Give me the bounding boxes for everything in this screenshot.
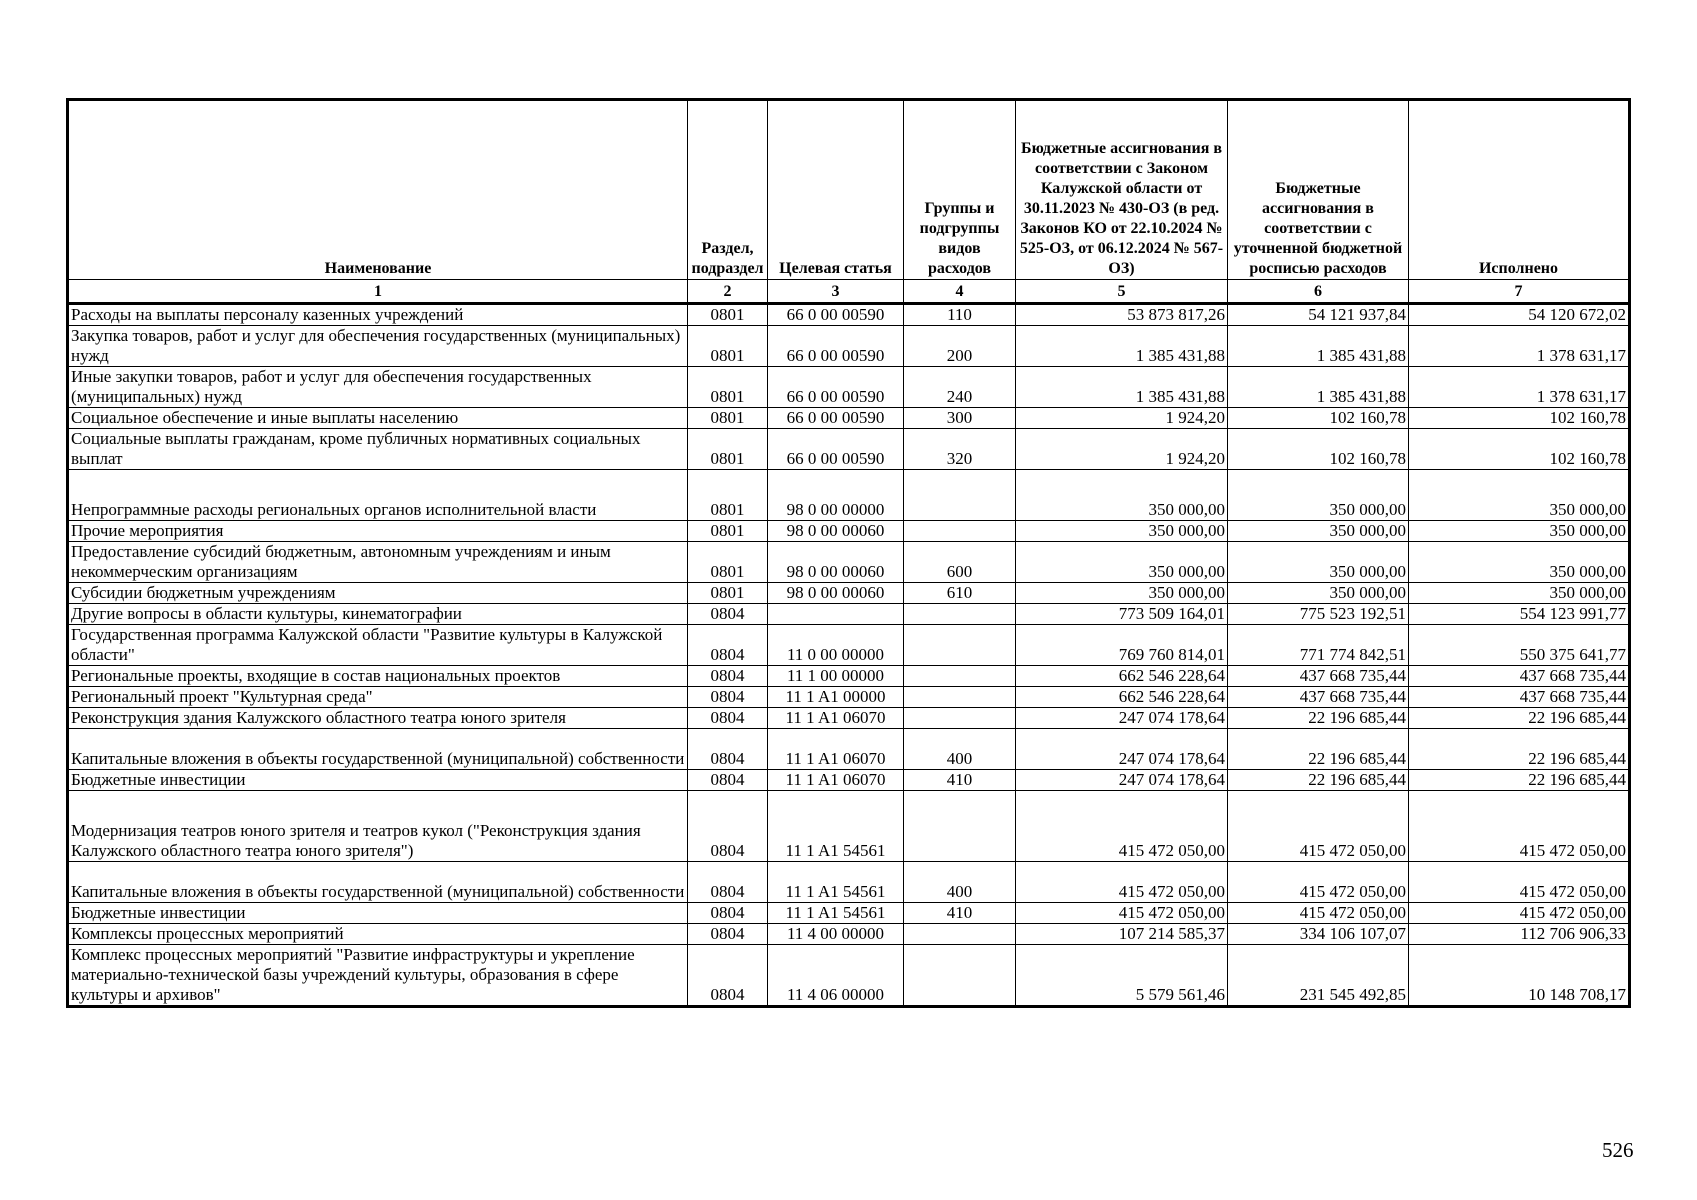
table-row [68, 729, 1630, 770]
row-group [904, 470, 1016, 521]
row-group: 320 [904, 429, 1016, 470]
header-plan-allocation: Бюджетные ассигнования в соответствии с уточненной бюджетной росписью расходов [1228, 100, 1409, 280]
budget-table [66, 98, 1631, 1008]
row-plan-amount: 350 000,00 [1228, 583, 1409, 604]
row-plan-amount: 1 385 431,88 [1228, 367, 1409, 408]
row-article: 98 0 00 00000 [768, 470, 904, 521]
column-number: 5 [1016, 280, 1228, 304]
row-executed-amount: 1 378 631,17 [1409, 326, 1630, 367]
header-name: Наименование [68, 100, 688, 280]
table-row [68, 945, 1630, 1007]
row-article: 11 1 A1 06070 [768, 770, 904, 791]
row-name: Комплексы процессных мероприятий [68, 924, 688, 945]
row-article: 66 0 00 00590 [768, 429, 904, 470]
row-name: Субсидии бюджетным учреждениям [68, 583, 688, 604]
row-law-amount: 1 385 431,88 [1016, 367, 1228, 408]
row-law-amount: 662 546 228,64 [1016, 687, 1228, 708]
row-article: 98 0 00 00060 [768, 583, 904, 604]
table-row [68, 666, 1630, 687]
row-group [904, 666, 1016, 687]
row-law-amount: 53 873 817,26 [1016, 304, 1228, 326]
table-row [68, 687, 1630, 708]
row-executed-amount: 350 000,00 [1409, 470, 1630, 521]
row-law-amount: 247 074 178,64 [1016, 708, 1228, 729]
row-article: 98 0 00 00060 [768, 521, 904, 542]
row-name: Комплекс процессных мероприятий "Развитие инфраструктуры и укрепление материально-технической базы учреждений культуры, образования в сфере культуры и архивов" [68, 945, 688, 1007]
row-law-amount: 1 924,20 [1016, 429, 1228, 470]
row-section: 0801 [688, 408, 768, 429]
row-group [904, 791, 1016, 862]
row-name: Капитальные вложения в объекты государственной (муниципальной) собственности [68, 729, 688, 770]
row-executed-amount: 54 120 672,02 [1409, 304, 1630, 326]
row-article: 11 4 00 00000 [768, 924, 904, 945]
row-law-amount: 247 074 178,64 [1016, 770, 1228, 791]
row-name: Закупка товаров, работ и услуг для обеспечения государственных (муниципальных) нужд [68, 326, 688, 367]
row-article: 66 0 00 00590 [768, 408, 904, 429]
row-article: 11 1 A1 54561 [768, 903, 904, 924]
row-executed-amount: 22 196 685,44 [1409, 708, 1630, 729]
row-group: 200 [904, 326, 1016, 367]
row-article: 66 0 00 00590 [768, 326, 904, 367]
row-group: 110 [904, 304, 1016, 326]
row-section: 0804 [688, 924, 768, 945]
row-law-amount: 1 385 431,88 [1016, 326, 1228, 367]
row-law-amount: 350 000,00 [1016, 470, 1228, 521]
row-name: Расходы на выплаты персоналу казенных учреждений [68, 304, 688, 326]
row-group [904, 924, 1016, 945]
row-plan-amount: 22 196 685,44 [1228, 770, 1409, 791]
row-executed-amount: 350 000,00 [1409, 542, 1630, 583]
table-row [68, 521, 1630, 542]
row-section: 0804 [688, 729, 768, 770]
row-section: 0804 [688, 945, 768, 1007]
row-executed-amount: 102 160,78 [1409, 429, 1630, 470]
row-executed-amount: 102 160,78 [1409, 408, 1630, 429]
row-executed-amount: 22 196 685,44 [1409, 770, 1630, 791]
table-row [68, 542, 1630, 583]
row-section: 0804 [688, 666, 768, 687]
column-number: 7 [1409, 280, 1630, 304]
row-law-amount: 107 214 585,37 [1016, 924, 1228, 945]
row-law-amount: 773 509 164,01 [1016, 604, 1228, 625]
table-header [68, 100, 1630, 304]
row-name: Реконструкция здания Калужского областного театра юного зрителя [68, 708, 688, 729]
row-name: Модернизация театров юного зрителя и театров кукол ("Реконструкция здания Калужского областного театра юного зрителя") [68, 791, 688, 862]
budget-table-container [66, 98, 1631, 1008]
row-law-amount: 350 000,00 [1016, 583, 1228, 604]
row-section: 0804 [688, 687, 768, 708]
row-section: 0801 [688, 521, 768, 542]
header-section: Раздел, подраздел [688, 100, 768, 280]
table-row [68, 304, 1630, 326]
row-law-amount: 5 579 561,46 [1016, 945, 1228, 1007]
table-row [68, 924, 1630, 945]
row-group [904, 625, 1016, 666]
row-plan-amount: 437 668 735,44 [1228, 687, 1409, 708]
row-name: Бюджетные инвестиции [68, 903, 688, 924]
row-executed-amount: 22 196 685,44 [1409, 729, 1630, 770]
row-plan-amount: 415 472 050,00 [1228, 903, 1409, 924]
row-plan-amount: 415 472 050,00 [1228, 862, 1409, 903]
row-name: Капитальные вложения в объекты государственной (муниципальной) собственности [68, 862, 688, 903]
row-article [768, 604, 904, 625]
table-row [68, 583, 1630, 604]
table-body [68, 304, 1630, 1007]
row-name: Прочие мероприятия [68, 521, 688, 542]
row-name: Региональные проекты, входящие в состав национальных проектов [68, 666, 688, 687]
row-executed-amount: 112 706 906,33 [1409, 924, 1630, 945]
row-group: 240 [904, 367, 1016, 408]
header-executed: Исполнено [1409, 100, 1630, 280]
row-group: 410 [904, 770, 1016, 791]
row-name: Социальные выплаты гражданам, кроме публичных нормативных социальных выплат [68, 429, 688, 470]
row-law-amount: 662 546 228,64 [1016, 666, 1228, 687]
row-plan-amount: 54 121 937,84 [1228, 304, 1409, 326]
row-plan-amount: 22 196 685,44 [1228, 729, 1409, 770]
row-law-amount: 247 074 178,64 [1016, 729, 1228, 770]
row-article: 66 0 00 00590 [768, 304, 904, 326]
table-row [68, 408, 1630, 429]
row-name: Предоставление субсидий бюджетным, автономным учреждениям и иным некоммерческим организациям [68, 542, 688, 583]
row-article: 66 0 00 00590 [768, 367, 904, 408]
column-number: 1 [68, 280, 688, 304]
row-executed-amount: 1 378 631,17 [1409, 367, 1630, 408]
row-article: 98 0 00 00060 [768, 542, 904, 583]
row-plan-amount: 775 523 192,51 [1228, 604, 1409, 625]
row-plan-amount: 350 000,00 [1228, 470, 1409, 521]
row-law-amount: 769 760 814,01 [1016, 625, 1228, 666]
column-number: 6 [1228, 280, 1409, 304]
table-row [68, 862, 1630, 903]
row-executed-amount: 415 472 050,00 [1409, 791, 1630, 862]
row-group: 610 [904, 583, 1016, 604]
row-law-amount: 350 000,00 [1016, 542, 1228, 583]
table-row [68, 367, 1630, 408]
row-plan-amount: 771 774 842,51 [1228, 625, 1409, 666]
row-section: 0804 [688, 770, 768, 791]
row-group: 600 [904, 542, 1016, 583]
row-group: 400 [904, 862, 1016, 903]
row-section: 0801 [688, 304, 768, 326]
row-law-amount: 1 924,20 [1016, 408, 1228, 429]
header-article: Целевая статья [768, 100, 904, 280]
row-group: 410 [904, 903, 1016, 924]
row-article: 11 1 A1 54561 [768, 862, 904, 903]
row-executed-amount: 10 148 708,17 [1409, 945, 1630, 1007]
row-section: 0801 [688, 470, 768, 521]
row-article: 11 1 A1 06070 [768, 708, 904, 729]
page-number: 526 [1602, 1138, 1634, 1162]
row-section: 0804 [688, 903, 768, 924]
row-section: 0801 [688, 326, 768, 367]
table-row [68, 470, 1630, 521]
row-executed-amount: 437 668 735,44 [1409, 687, 1630, 708]
row-section: 0804 [688, 862, 768, 903]
header-expense-group: Группы и подгруппы видов расходов [904, 100, 1016, 280]
row-executed-amount: 415 472 050,00 [1409, 862, 1630, 903]
row-article: 11 4 06 00000 [768, 945, 904, 1007]
row-plan-amount: 102 160,78 [1228, 429, 1409, 470]
row-article: 11 1 A1 54561 [768, 791, 904, 862]
row-name: Непрограммные расходы региональных органов исполнительной власти [68, 470, 688, 521]
row-plan-amount: 437 668 735,44 [1228, 666, 1409, 687]
row-article: 11 1 A1 06070 [768, 729, 904, 770]
table-row [68, 791, 1630, 862]
row-executed-amount: 415 472 050,00 [1409, 903, 1630, 924]
row-name: Региональный проект "Культурная среда" [68, 687, 688, 708]
table-row [68, 770, 1630, 791]
row-plan-amount: 350 000,00 [1228, 542, 1409, 583]
row-name: Другие вопросы в области культуры, кинематографии [68, 604, 688, 625]
row-executed-amount: 350 000,00 [1409, 521, 1630, 542]
row-section: 0804 [688, 625, 768, 666]
row-name: Социальное обеспечение и иные выплаты населению [68, 408, 688, 429]
row-group [904, 945, 1016, 1007]
table-row [68, 326, 1630, 367]
row-law-amount: 415 472 050,00 [1016, 791, 1228, 862]
column-number: 3 [768, 280, 904, 304]
row-name: Бюджетные инвестиции [68, 770, 688, 791]
column-number-row [68, 280, 1630, 304]
row-section: 0804 [688, 708, 768, 729]
row-group: 300 [904, 408, 1016, 429]
row-article: 11 1 00 00000 [768, 666, 904, 687]
row-plan-amount: 415 472 050,00 [1228, 791, 1409, 862]
row-plan-amount: 350 000,00 [1228, 521, 1409, 542]
row-section: 0804 [688, 604, 768, 625]
row-executed-amount: 554 123 991,77 [1409, 604, 1630, 625]
row-article: 11 1 A1 00000 [768, 687, 904, 708]
column-number: 2 [688, 280, 768, 304]
row-executed-amount: 350 000,00 [1409, 583, 1630, 604]
row-plan-amount: 1 385 431,88 [1228, 326, 1409, 367]
table-row [68, 604, 1630, 625]
row-law-amount: 415 472 050,00 [1016, 862, 1228, 903]
column-number: 4 [904, 280, 1016, 304]
table-row [68, 903, 1630, 924]
table-row [68, 625, 1630, 666]
row-name: Иные закупки товаров, работ и услуг для обеспечения государственных (муниципальных) нужд [68, 367, 688, 408]
row-name: Государственная программа Калужской области "Развитие культуры в Калужской области" [68, 625, 688, 666]
row-law-amount: 415 472 050,00 [1016, 903, 1228, 924]
row-plan-amount: 231 545 492,85 [1228, 945, 1409, 1007]
row-article: 11 0 00 00000 [768, 625, 904, 666]
row-section: 0801 [688, 542, 768, 583]
row-group [904, 687, 1016, 708]
row-group [904, 521, 1016, 542]
row-group: 400 [904, 729, 1016, 770]
row-plan-amount: 334 106 107,07 [1228, 924, 1409, 945]
row-section: 0801 [688, 583, 768, 604]
header-law-allocation: Бюджетные ассигнования в соответствии с Законом Калужской области от 30.11.2023 № 430-ОЗ (в ред. Законов КО от 22.10.2024 № 525-ОЗ, от 06.12.2024 № 567-ОЗ) [1016, 100, 1228, 280]
row-group [904, 604, 1016, 625]
row-law-amount: 350 000,00 [1016, 521, 1228, 542]
table-row [68, 708, 1630, 729]
row-executed-amount: 437 668 735,44 [1409, 666, 1630, 687]
table-row [68, 429, 1630, 470]
row-group [904, 708, 1016, 729]
row-section: 0804 [688, 791, 768, 862]
row-section: 0801 [688, 429, 768, 470]
row-executed-amount: 550 375 641,77 [1409, 625, 1630, 666]
row-plan-amount: 102 160,78 [1228, 408, 1409, 429]
row-section: 0801 [688, 367, 768, 408]
row-plan-amount: 22 196 685,44 [1228, 708, 1409, 729]
